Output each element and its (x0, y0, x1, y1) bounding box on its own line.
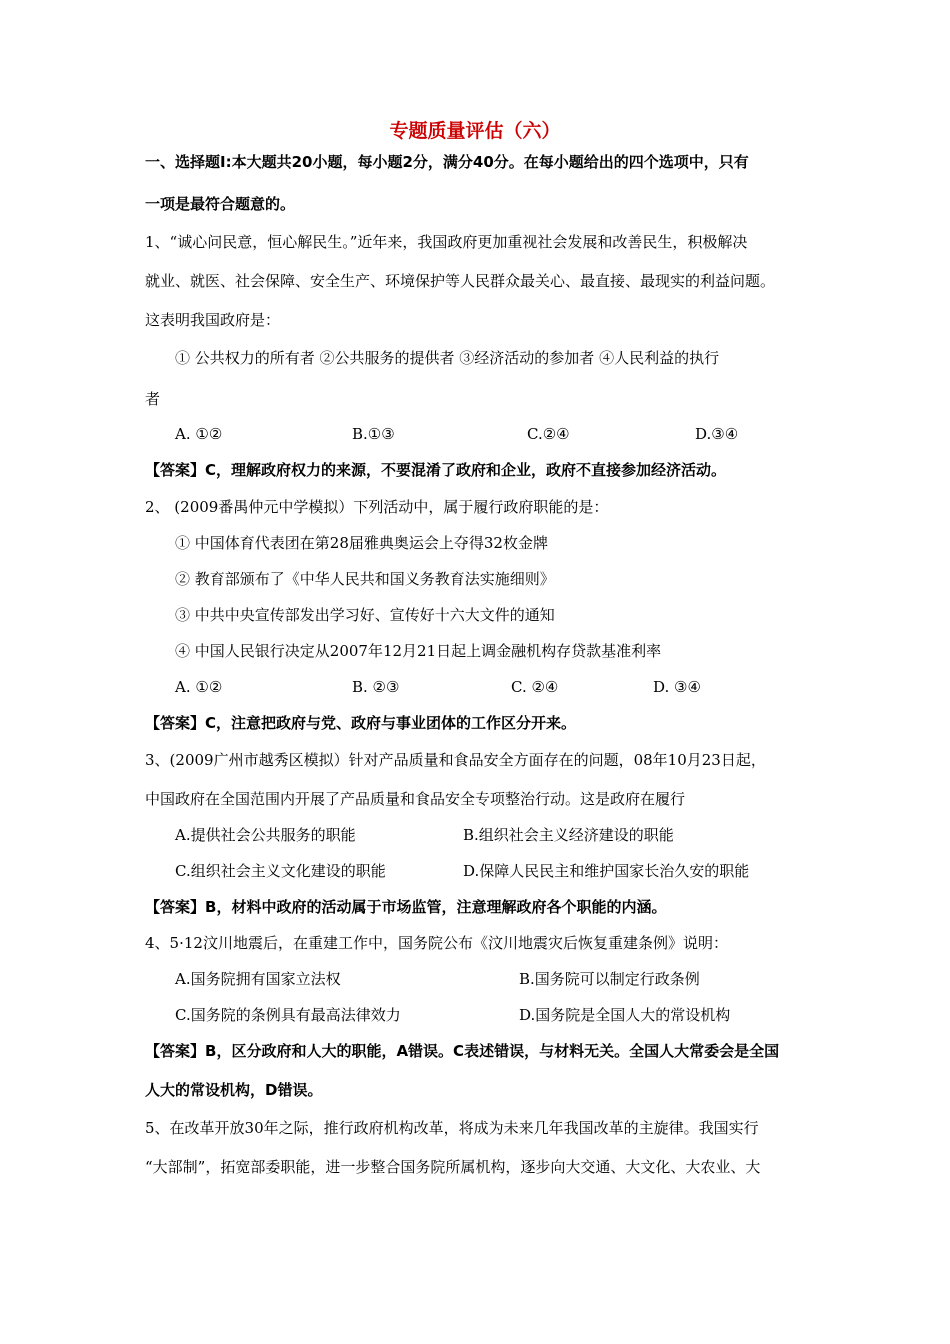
q2-item-4: ④ 中国人民银行决定从2007年12月21日起上调金融机构存贷款基准利率 (175, 642, 662, 660)
q4-answer-line-2: 人大的常设机构，D错误。 (145, 1081, 323, 1099)
answer-tag: 【答案】 (145, 898, 206, 916)
q2-option-a: A. ①② (175, 678, 223, 696)
answer-text: B，区分政府和人大的职能，A错误。C表述错误，与材料无关。全国人大常委会是全国 (205, 1042, 780, 1060)
page-title: 专题质量评估（六） (389, 120, 561, 142)
q1-stem-line-2: 就业、就医、社会保障、安全生产、环境保护等人民群众最关心、最直接、最现实的利益问题。 (145, 272, 776, 290)
answer-tag: 【答案】 (145, 714, 206, 732)
answer-text: C，注意把政府与党、政府与事业团体的工作区分开来。 (205, 714, 577, 732)
q2-item-1: ① 中国体育代表团在第28届雅典奥运会上夺得32枚金牌 (175, 534, 548, 552)
q3-stem-line-1: 3、(2009广州市越秀区模拟）针对产品质量和食品安全方面存在的问题，08年10月23日起， (145, 751, 766, 769)
section-header-line-1: 一、选择题Ⅰ:本大题共20小题，每小题2分，满分40分。在每小题给出的四个选项中，只有 (145, 153, 749, 171)
q3-stem-line-2: 中国政府在全国范围内开展了产品质量和食品安全专项整治行动。这是政府在履行 (145, 790, 686, 808)
q4-option-b: B.国务院可以制定行政条例 (519, 970, 700, 988)
answer-tag: 【答案】 (145, 1042, 206, 1060)
q3-option-d: D.保障人民民主和维护国家长治久安的职能 (463, 862, 750, 880)
q4-option-a: A.国务院拥有国家立法权 (175, 970, 341, 988)
q2-option-d: D. ③④ (653, 678, 701, 696)
q2-item-3: ③ 中共中央宣传部发出学习好、宣传好十六大文件的通知 (175, 606, 555, 624)
q3-option-c: C.组织社会主义文化建设的职能 (175, 862, 386, 880)
q2-option-c: C. ②④ (511, 678, 559, 696)
q4-option-d: D.国务院是全国人大的常设机构 (519, 1006, 731, 1024)
q1-option-c: C.②④ (527, 425, 570, 443)
answer-text: C，理解政府权力的来源，不要混淆了政府和企业，政府不直接参加经济活动。 (205, 461, 727, 479)
q2-option-b: B. ②③ (352, 678, 400, 696)
q2-item-2: ② 教育部颁布了《中华人民共和国义务教育法实施细则》 (175, 570, 555, 588)
q1-stem-line-3: 这表明我国政府是： (145, 311, 281, 329)
q4-option-c: C.国务院的条例具有最高法律效力 (175, 1006, 401, 1024)
q1-option-a: A. ①② (175, 425, 223, 443)
q4-answer-line-1 (145, 1041, 779, 1061)
q1-option-b: B.①③ (352, 425, 395, 443)
q1-stem-line-1: 1、“诚心问民意，恒心解民生。”近年来，我国政府更加重视社会发展和改善民生，积极解决 (145, 233, 748, 251)
q2-stem: 2、 (2009番禺仲元中学模拟）下列活动中，属于履行政府职能的是： (145, 498, 609, 516)
q4-stem: 4、5·12汶川地震后，在重建工作中，国务院公布《汶川地震灾后恢复重建条例》说明： (145, 934, 728, 952)
q1-items-line-2: 者 (145, 390, 161, 408)
answer-tag: 【答案】 (145, 461, 206, 479)
q1-items-line-1: ① 公共权力的所有者 ②公共服务的提供者 ③经济活动的参加者 ④人民利益的执行 (175, 349, 720, 367)
q3-answer (145, 897, 666, 917)
q5-stem-line-1: 5、在改革开放30年之际，推行政府机构改革，将成为未来几年我国改革的主旋律。我国实行 (145, 1119, 759, 1137)
section-header-line-2: 一项是最符合题意的。 (145, 195, 296, 213)
q5-stem-line-2: “大部制”，拓宽部委职能，进一步整合国务院所属机构，逐步向大交通、大文化、大农业、大 (145, 1158, 761, 1176)
q3-option-a: A.提供社会公共服务的职能 (175, 826, 356, 844)
answer-text: B，材料中政府的活动属于市场监管，注意理解政府各个职能的内涵。 (205, 898, 667, 916)
q2-answer (145, 713, 576, 733)
q3-option-b: B.组织社会主义经济建设的职能 (463, 826, 674, 844)
q1-answer (145, 460, 726, 480)
q1-option-d: D.③④ (695, 425, 739, 443)
